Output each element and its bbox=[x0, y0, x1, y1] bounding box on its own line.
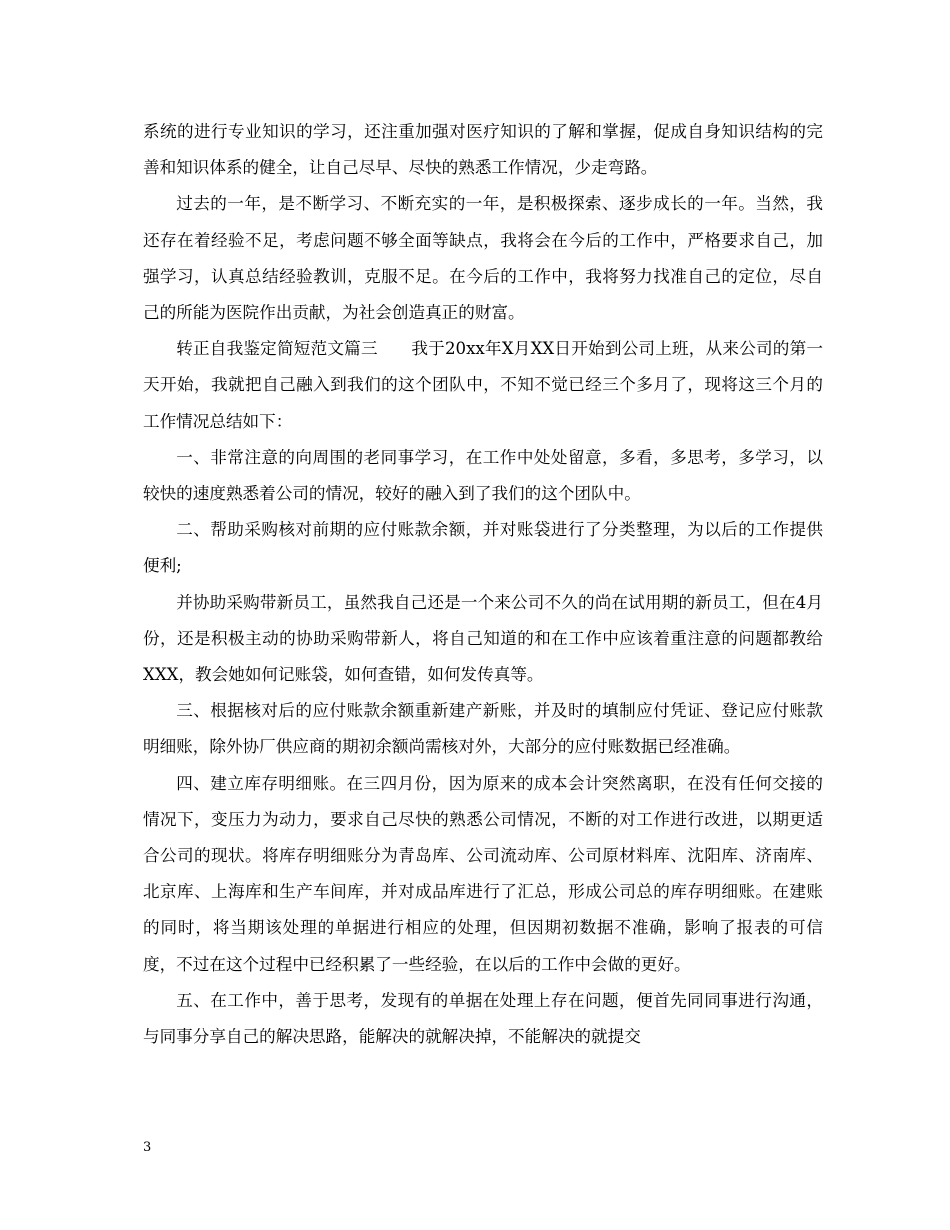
page-number: 3 bbox=[143, 1140, 152, 1155]
paragraph-6: 并协助采购带新员工，虽然我自己还是一个来公司不久的尚在试用期的新员工，但在4月份，还是积极主动的协助采购带新人，将自己知道的和在工作中应该着重注意的问题都教给XXX，教会她如何记账袋，如何查错，如何发传真等。 bbox=[143, 592, 823, 685]
document-body bbox=[143, 114, 823, 1055]
paragraph-3: 转正自我鉴定简短范文篇三 我于20xx年X月XX日开始到公司上班，从来公司的第一天开始，我就把自己融入到我们的这个团队中，不知不觉已经三个多月了，现将这三个月的工作情况总结如下： bbox=[143, 339, 823, 431]
paragraph-7: 三、根据核对后的应付账款余额重新建产新账，并及时的填制应付凭证、登记应付账款明细账，除外协厂供应商的期初余额尚需核对外，大部分的应付账数据已经准确。 bbox=[143, 701, 823, 757]
paragraph-2: 过去的一年，是不断学习、不断充实的一年，是积极探索、逐步成长的一年。当然，我还存在着经验不足，考虑问题不够全面等缺点，我将会在今后的工作中，严格要求自己，加强学习，认真总结经验教训，克服不足。在今后的工作中，我将努力找准自己的定位，尽自己的所能为医院作出贡献，为社会创造真正的财富。 bbox=[143, 194, 823, 323]
paragraph-9: 五、在工作中，善于思考，发现有的单据在处理上存在问题，便首先同同事进行沟通，与同事分享自己的解决思路，能解决的就解决掉，不能解决的就提交 bbox=[143, 990, 823, 1047]
paragraph-8: 四、建立库存明细账。在三四月份，因为原来的成本会计突然离职，在没有任何交接的情况下，变压力为动力，要求自己尽快的熟悉公司情况，不断的对工作进行改进，以期更适合公司的现状。将库存明细账分为青岛库、公司流动库、公司原材料库、沈阳库、济南库、北京库、上海库和生产车间库，并对成品库进行了汇总，形成公司总的库存明细账。在建账的同时，将当期该处理的单据进行相应的处理，但因期初数据不准确，影响了报表的可信度，不过在这个过程中已经积累了一些经验，在以后的工作中会做的更好。 bbox=[143, 773, 823, 974]
paragraph-4: 一、非常注意的向周围的老同事学习，在工作中处处留意，多看，多思考，多学习，以较快的速度熟悉着公司的情况，较好的融入到了我们的这个团队中。 bbox=[143, 447, 823, 504]
paragraph-5: 二、帮助采购核对前期的应付账款余额，并对账袋进行了分类整理，为以后的工作提供便利; bbox=[143, 520, 823, 576]
paragraph-1: 系统的进行专业知识的学习，还注重加强对医疗知识的了解和掌握，促成自身知识结构的完善和知识体系的健全，让自己尽早、尽快的熟悉工作情况，少走弯路。 bbox=[143, 122, 823, 178]
